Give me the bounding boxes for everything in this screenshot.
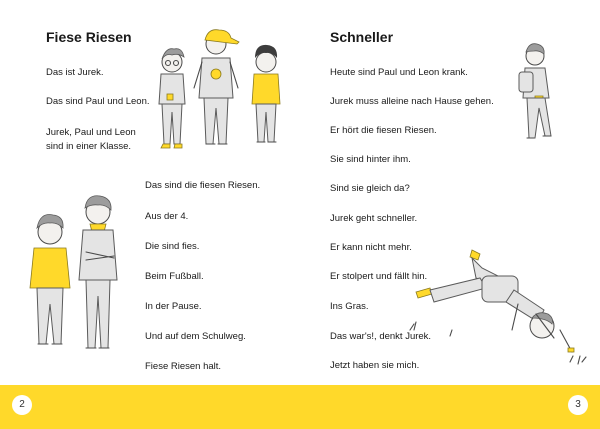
- page-number-left: 2: [12, 395, 32, 415]
- left-page-title: Fiese Riesen: [46, 29, 132, 45]
- text-line: Sie sind hinter ihm.: [330, 154, 411, 165]
- text-line: Jurek muss alleine nach Hause gehen.: [330, 96, 494, 107]
- right-page-title: Schneller: [330, 29, 394, 45]
- text-line: Er stolpert und fällt hin.: [330, 271, 428, 282]
- right-page: [300, 0, 600, 385]
- left-page: [0, 0, 300, 385]
- text-line: Er kann nicht mehr.: [330, 242, 412, 253]
- text-line: Das war's!, denkt Jurek.: [330, 331, 432, 342]
- text-line: Jurek geht schneller.: [330, 213, 418, 224]
- text-line: Das sind Paul und Leon.: [46, 96, 150, 107]
- walking-boy-illustration: [505, 42, 565, 152]
- two-boys-illustration: [28, 190, 138, 360]
- page-number-right: 3: [568, 395, 588, 415]
- falling-boy-illustration: [410, 250, 590, 375]
- text-line: Heute sind Paul und Leon krank.: [330, 67, 468, 78]
- text-line: Beim Fußball.: [145, 271, 204, 282]
- text-line: Die sind fies.: [145, 241, 200, 252]
- text-line: Er hört die fiesen Riesen.: [330, 125, 437, 136]
- text-line: Sind sie gleich da?: [330, 183, 410, 194]
- text-line: In der Pause.: [145, 301, 202, 312]
- text-line: Das sind die fiesen Riesen.: [145, 180, 261, 191]
- text-line: Aus der 4.: [145, 211, 189, 222]
- text-line: Ins Gras.: [330, 301, 369, 312]
- text-line: Jurek, Paul und Leon sind in einer Klasse.: [46, 127, 136, 152]
- text-line: Jetzt haben sie mich.: [330, 360, 420, 371]
- text-line: Und auf dem Schulweg.: [145, 331, 246, 342]
- text-line: Das ist Jurek.: [46, 67, 104, 78]
- text-line: Fiese Riesen halt.: [145, 361, 222, 372]
- footer-bar: [0, 385, 600, 429]
- three-boys-illustration: [150, 22, 290, 157]
